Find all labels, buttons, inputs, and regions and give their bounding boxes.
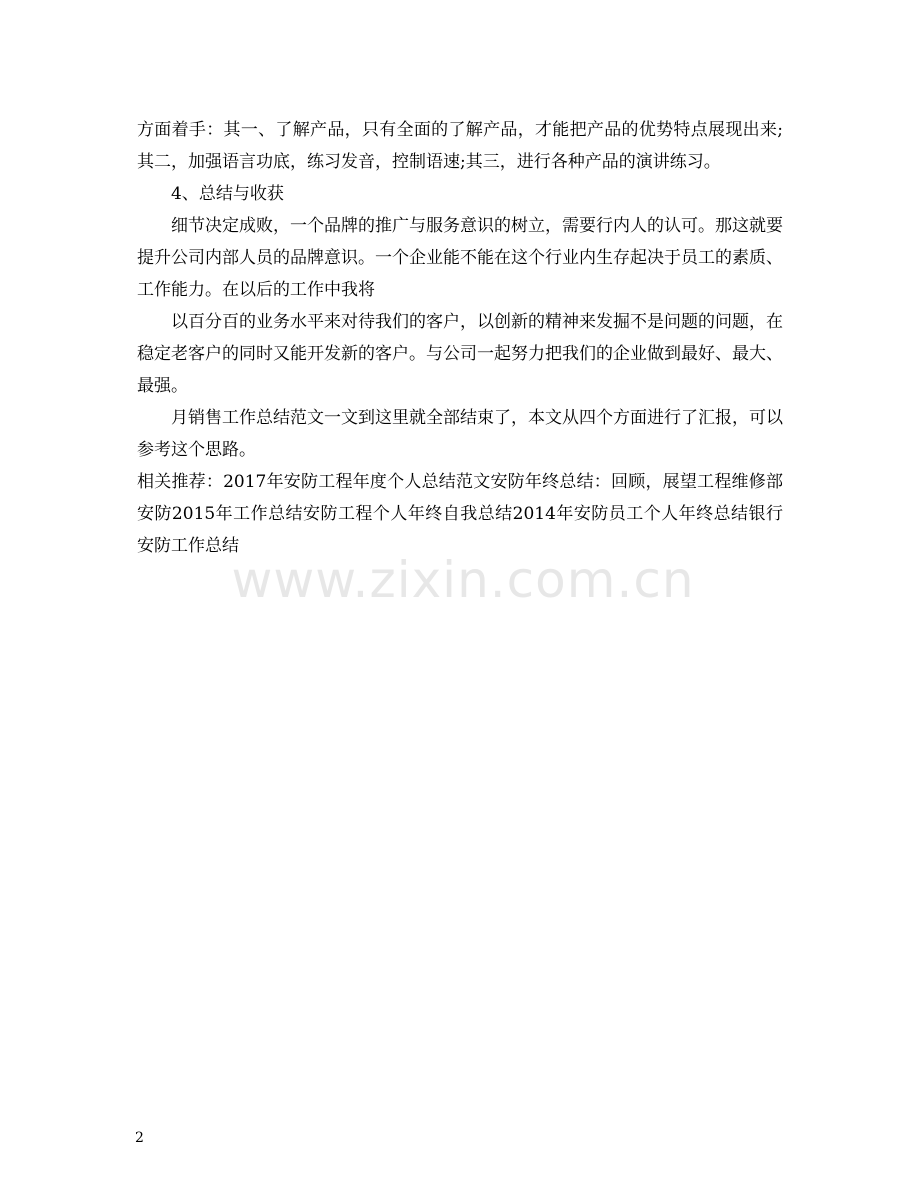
paragraph-details: 细节决定成败，一个品牌的推广与服务意识的树立，需要行内人的认可。那这就要提升公司内部人员的品牌意识。一个企业能不能在这个行业内生存起决于员工的素质、工作能力。在以后的工作中我将 — [137, 216, 783, 300]
paragraph-approach: 方面着手：其一、了解产品，只有全面的了解产品，才能把产品的优势特点展现出来;其二，加强语言功底，练习发音，控制语速;其三，进行各种产品的演讲练习。 — [137, 120, 783, 172]
document-body — [137, 114, 783, 562]
related-recommendations: 相关推荐：2017年安防工程年度个人总结范文安防年终总结：回顾，展望工程维修部安防2015年工作总结安防工程个人年终自我总结2014年安防员工个人年终总结银行安防工作总结 — [137, 472, 783, 556]
page-number: 2 — [135, 1130, 144, 1146]
section-heading-summary: 4、总结与收获 — [171, 184, 284, 204]
paragraph-conclusion: 月销售工作总结范文一文到这里就全部结束了，本文从四个方面进行了汇报，可以参考这个思路。 — [137, 408, 783, 460]
paragraph-customers: 以百分百的业务水平来对待我们的客户，以创新的精神来发掘不是问题的问题，在稳定老客户的同时又能开发新的客户。与公司一起努力把我们的企业做到最好、最大、最强。 — [137, 312, 783, 396]
watermark: www.zixin.com.cn — [231, 551, 695, 609]
